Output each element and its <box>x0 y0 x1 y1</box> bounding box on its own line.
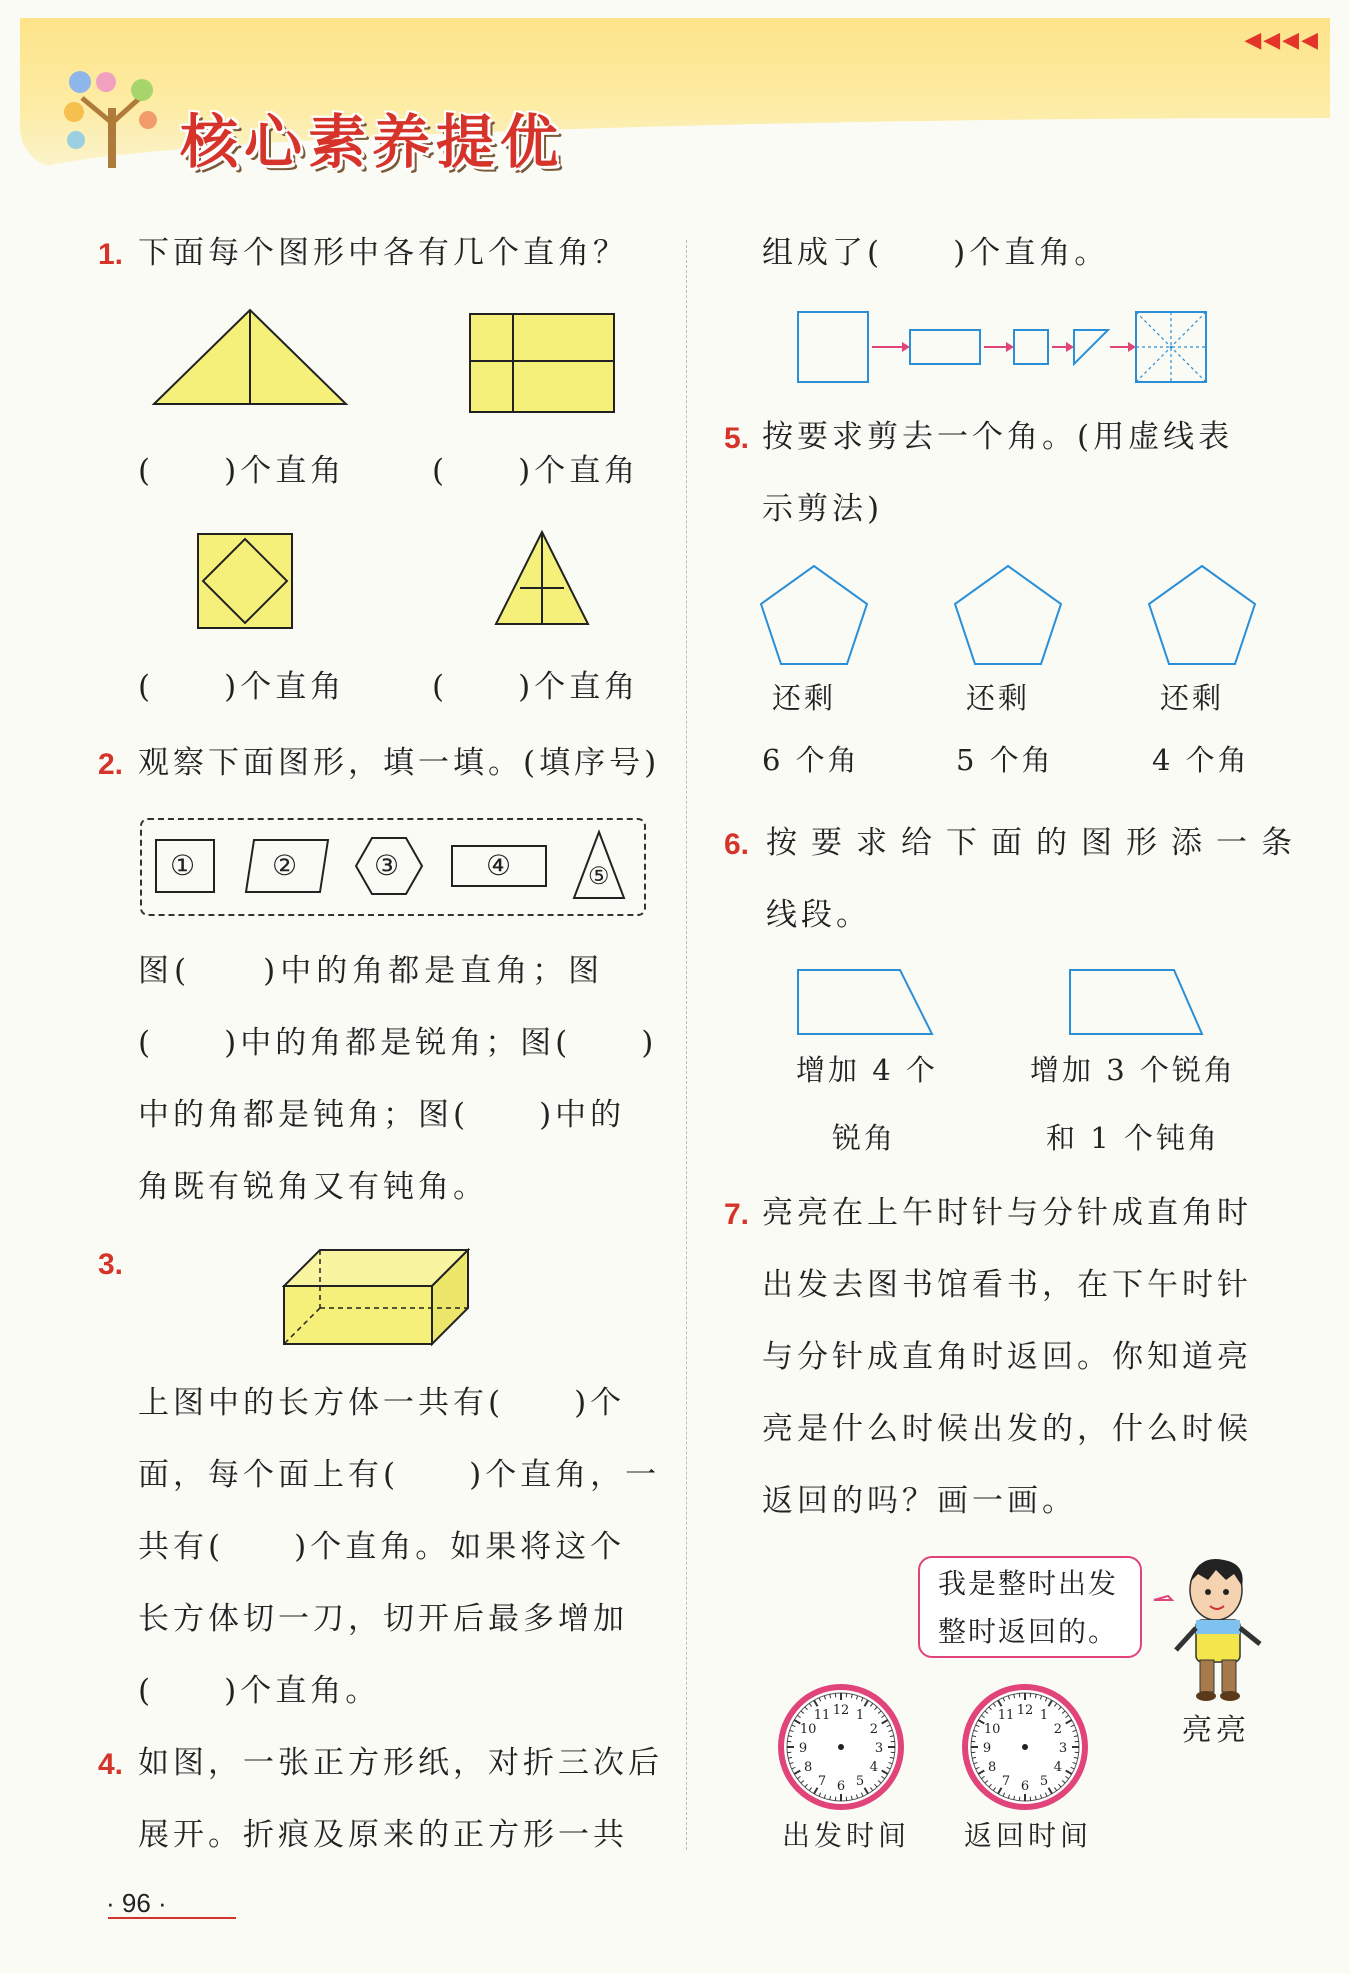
q4-line-1: 如图，一张正方形纸，对折三次后 <box>138 1745 663 1781</box>
clock-1-label: 出发时间 <box>782 1819 911 1852</box>
clock-number: 7 <box>1001 1773 1011 1789</box>
clock-number: 7 <box>817 1773 827 1789</box>
q3-line-5[interactable]: ( )个直角。 <box>138 1673 381 1709</box>
q1-answer-2[interactable]: ( )个直角 <box>432 453 640 489</box>
q6-line-2: 线段。 <box>766 897 871 933</box>
q5-pentagon-1-figure <box>758 564 870 668</box>
q1-answer-4[interactable]: ( )个直角 <box>432 669 640 705</box>
question-6-number: 6. <box>724 828 750 861</box>
character-name: 亮亮 <box>1182 1713 1250 1748</box>
q5-pentagon-2-figure <box>952 564 1064 668</box>
q7-line-2: 出发去图书馆看书，在下午时针 <box>762 1267 1252 1303</box>
q7-line-4: 亮是什么时候出发的，什么时候 <box>762 1411 1252 1447</box>
q2-line-2[interactable]: ( )中的角都是锐角；图( ) <box>138 1025 658 1061</box>
q6-caption-1a: 增加 4 个 <box>796 1053 938 1087</box>
q6-trapezoid-2-figure <box>1068 968 1208 1038</box>
q4-folding-sequence-figure <box>796 310 1276 390</box>
clock-number: 8 <box>803 1760 813 1775</box>
q4-line-3[interactable]: 组成了( )个直角。 <box>762 235 1110 271</box>
page-number-underline <box>108 1917 236 1919</box>
q2-label-1: ① <box>170 849 200 882</box>
clock-number: 9 <box>798 1741 808 1756</box>
q7-line-1: 亮亮在上午时针与分针成直角时 <box>762 1195 1252 1231</box>
q5-line-2: 示剪法) <box>762 491 884 527</box>
q2-line-3[interactable]: 中的角都是钝角；图( )中的 <box>138 1097 626 1133</box>
question-2-number: 2. <box>98 748 124 781</box>
clock-face-return[interactable] <box>960 1682 1090 1812</box>
q1-small-triangle-figure <box>492 528 592 628</box>
q2-line-4: 角既有锐角又有钝角。 <box>138 1169 488 1205</box>
clock-number: 3 <box>874 1741 884 1756</box>
q5-caption-2a: 还剩 <box>966 681 1031 715</box>
q3-line-2[interactable]: 面，每个面上有( )个直角，一 <box>138 1457 661 1493</box>
section-title: 核心素养提优 <box>180 108 565 176</box>
q4-line-2: 展开。折痕及原来的正方形一共 <box>138 1817 628 1853</box>
q1-rectangle-figure <box>468 312 618 417</box>
speech-bubble-line-1: 我是整时出发 <box>938 1567 1119 1600</box>
question-3-number: 3. <box>98 1248 124 1281</box>
clock-2-label: 返回时间 <box>964 1819 1093 1852</box>
clock-number: 4 <box>1053 1760 1063 1775</box>
q6-caption-2a: 增加 3 个锐角 <box>1030 1053 1236 1087</box>
clock-number: 11 <box>997 1708 1015 1724</box>
q2-line-1[interactable]: 图( )中的角都是直角；图 <box>138 953 605 989</box>
clock-number: 6 <box>1020 1779 1030 1794</box>
clock-number: 5 <box>855 1773 865 1789</box>
boy-character-icon <box>1168 1552 1278 1702</box>
q1-answer-3[interactable]: ( )个直角 <box>138 669 346 705</box>
q5-caption-1a: 还剩 <box>772 681 837 715</box>
question-1-number: 1. <box>98 238 124 271</box>
q6-caption-1b: 锐角 <box>832 1121 897 1155</box>
tree-logo-icon <box>62 68 172 178</box>
q1-answer-1[interactable]: ( )个直角 <box>138 453 346 489</box>
q2-label-2: ② <box>272 849 302 882</box>
question-1-text: 下面每个图形中各有几个直角？ <box>138 235 628 271</box>
q3-cuboid-figure <box>282 1244 472 1354</box>
question-4-number: 4. <box>98 1748 124 1781</box>
clock-number: 3 <box>1058 1741 1068 1756</box>
arrow-decoration-icon: ◀◀◀◀ <box>1244 28 1320 53</box>
q6-trapezoid-1-figure <box>796 968 936 1038</box>
q7-line-3: 与分针成直角时返回。你知道亮 <box>762 1339 1252 1375</box>
q5-line-1: 按要求剪去一个角。(用虚线表 <box>762 419 1234 455</box>
clock-number: 1 <box>855 1708 865 1724</box>
q6-line-1: 按要求给下面的图形添一条 <box>766 825 1306 861</box>
clock-number: 5 <box>1039 1773 1049 1789</box>
clock-number: 12 <box>1016 1703 1034 1718</box>
clock-face-departure[interactable] <box>776 1682 906 1812</box>
clock-number: 8 <box>987 1760 997 1775</box>
clock-number: 1 <box>1039 1708 1049 1724</box>
q5-caption-1b: 6 个角 <box>762 743 860 777</box>
clock-number: 9 <box>982 1741 992 1756</box>
q1-triangle-figure <box>152 308 352 408</box>
clock-number: 6 <box>836 1779 846 1794</box>
q3-line-4: 长方体切一刀，切开后最多增加 <box>138 1601 628 1637</box>
q5-caption-2b: 5 个角 <box>956 743 1054 777</box>
q3-line-1[interactable]: 上图中的长方体一共有( )个 <box>138 1385 626 1421</box>
clock-number: 4 <box>869 1760 879 1775</box>
column-divider <box>686 240 687 1850</box>
clock-number: 10 <box>983 1722 1001 1737</box>
question-5-number: 5. <box>724 422 750 455</box>
question-7-number: 7. <box>724 1198 750 1231</box>
speech-bubble-line-2: 整时返回的。 <box>938 1615 1119 1648</box>
q2-label-5: ⑤ <box>588 862 614 890</box>
clock-number: 11 <box>813 1708 831 1724</box>
q5-caption-3b: 4 个角 <box>1152 743 1250 777</box>
clock-number: 2 <box>1053 1722 1063 1737</box>
q3-line-3[interactable]: 共有( )个直角。如果将这个 <box>138 1529 626 1565</box>
q5-pentagon-3-figure <box>1146 564 1258 668</box>
q1-square-diamond-figure <box>196 532 296 632</box>
clock-number: 10 <box>799 1722 817 1737</box>
clock-number: 2 <box>869 1722 879 1737</box>
q2-label-4: ④ <box>486 849 516 882</box>
q5-caption-3a: 还剩 <box>1160 681 1225 715</box>
question-2-text: 观察下面图形，填一填。(填序号) <box>138 745 661 781</box>
clock-number: 12 <box>832 1703 850 1718</box>
page-number: · 96 · <box>106 1888 167 1918</box>
q6-caption-2b: 和 1 个钝角 <box>1046 1121 1220 1155</box>
q7-line-5: 返回的吗？画一画。 <box>762 1483 1077 1519</box>
q2-label-3: ③ <box>374 849 404 882</box>
